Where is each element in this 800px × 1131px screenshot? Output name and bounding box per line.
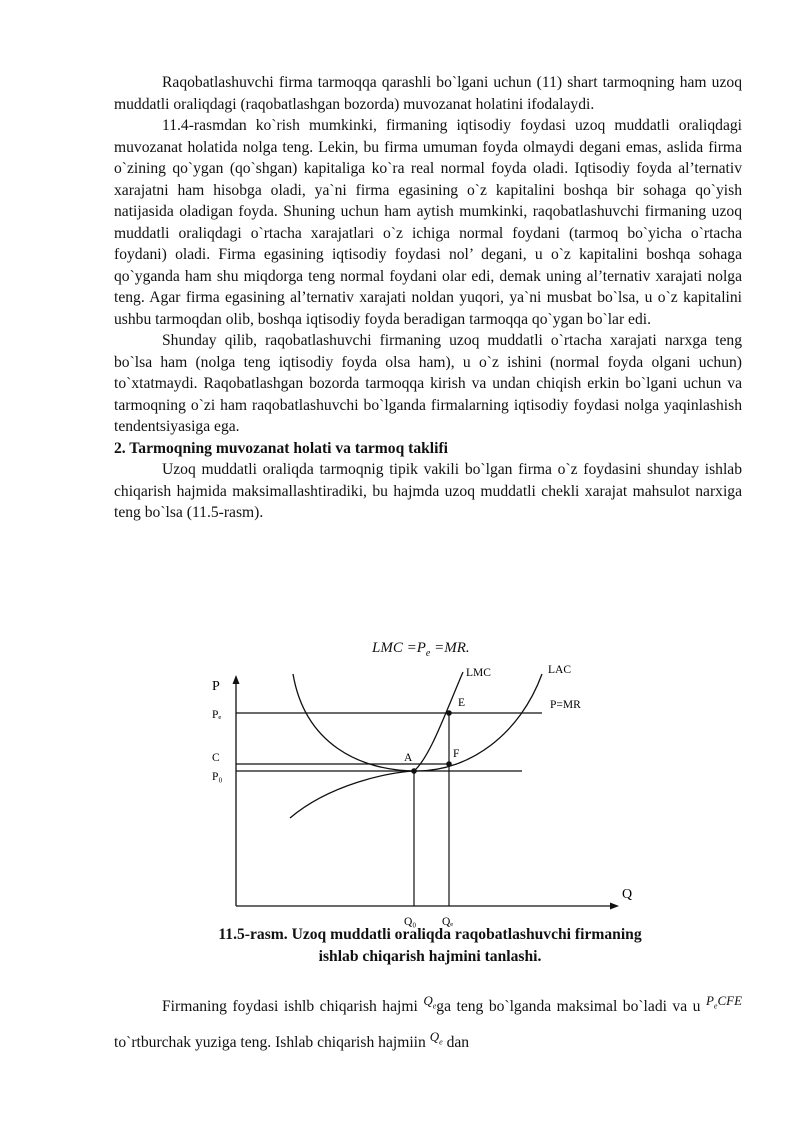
x-axis-label: Q [622, 887, 633, 902]
bottom-part-3: to`rtburchak yuziga teng. Ishlab chiqarish hajmiin [114, 1033, 426, 1051]
c-label: C [212, 752, 220, 764]
q0-label: Q₀ [404, 916, 417, 928]
pe-label: Pₑ [212, 709, 222, 721]
lac-label: LAC [548, 664, 571, 676]
section-heading: 2. Tarmoqning muvozanat holati va tarmoq taklifi [114, 439, 449, 457]
p0-label: P₀ [212, 771, 223, 783]
figure-11-5 [0, 634, 800, 934]
var-pecfe: PeCFE [705, 993, 743, 1011]
formula-sub: e [425, 648, 431, 659]
paragraph-1: Raqobatlashuvchi firma tarmoqqa qarashli bo`lgani uchun (11) shart tarmoqning ham uzoq muddatli oraliqdagi (raqobatlashgan bozorda) muvozanat holatini ifodalaydi. [114, 74, 742, 113]
formula-left: LMC =P [372, 640, 426, 656]
price-line-label: P=MR [550, 699, 581, 711]
y-axis-label: P [212, 679, 220, 694]
caption-line-1: 11.5-rasm. Uzoq muddatli oraliqda raqobatlashuvchi firmaning [218, 926, 642, 943]
y-axis-arrow [233, 675, 240, 684]
paragraph-2: 11.4-rasmdan ko`rish mumkinki, firmaning iqtisodiy foydasi uzoq muddatli oraliqdagi muvozanat holatida nolga teng. Lekin, bu firma umuman foyda olmaydi degani emas, aslida firma o`zining qo`ygan (qo`shgan) kapitaliga ko`ra real normal foyda oladi. Iqtisodiy foyda al’ternativ xarajatni ham hisobga oladi, ya`ni firma egasining o`z kapitalini boshqa bir sohaga qo`yish natijasida oladigan foyda. Shuning uchun ham aytish mumkinki, raqobatlashuvchi firmaning uzoq muddatli oraliqdagi o`rtacha xarajatlari o`z ichiga normal foydani (tarmoq bo`yicha o`rtacha foydani) oladi. Firma egasining iqtisodiy foydasi nol’ degani, u o`z kapitalini boshqa sohaga qo`yganda ham shu miqdorga teng normal foydani olar edi, demak uning al’ternativ xarajati nolga teng. Agar firma egasining al’ternativ xarajati noldan yuqori, ya`ni musbat bo`lsa, u o`z kapitalini ushbu tarmoqdan olib, boshqa iqtisodiy foyda beradigan tarmoqqa qo`ygan bo`lar edi. [114, 117, 742, 328]
bottom-part-2: ga teng bo`lganda maksimal bo`ladi va u [436, 998, 701, 1015]
lac-curve [293, 674, 542, 771]
cost-curves-diagram [0, 634, 800, 934]
lmc-curve [290, 672, 466, 818]
lmc-label: LMC [466, 667, 491, 679]
formula-right: =MR. [430, 640, 470, 656]
point-a-dot [411, 768, 417, 774]
x-axis-arrow [610, 903, 619, 910]
section-paragraph: Uzoq muddatli oraliqda tarmoqnig tipik vakili bo`lgan firma o`z foydasini shunday ishlab chiqarish hajmida maksimallashtiradiki, bu hajmda uzoq muddatli chekli xarajat mahsulot narxiga teng bo`lsa (11.5-rasm). [114, 461, 742, 521]
point-e-dot [446, 710, 452, 716]
qe-label: Qₑ [442, 916, 454, 928]
var-qe-1: Qe [423, 993, 437, 1011]
point-a-label: A [404, 752, 413, 764]
point-f-dot [446, 761, 452, 767]
paragraph-3: Shunday qilib, raqobatlashuvchi firmaning uzoq muddatli o`rtacha xarajati narxga teng bo`lsa ham (nolga teng iqtisodiy foyda olsa ham), u o`z ishini (normal foyda olgani uchun) to`xtatmaydi. Raqobatlashgan bozorda tarmoqqa kirish va undan chiqish erkin bo`lgani uchun va tarmoqning o`zi ham raqobatlashuvchi bo`lganda firmalarning iqtisodiy foydasi nolga yaqinlashish tendentsiyasiga ega. [114, 332, 742, 435]
var-qe-2: Qe [429, 1028, 443, 1047]
caption-line-2: ishlab chiqarish hajmini tanlashi. [318, 948, 542, 965]
figure-caption [150, 924, 710, 968]
point-e-label: E [458, 697, 466, 709]
bottom-part-1: Firmaning foydasi ishlb chiqarish hajmi [162, 998, 418, 1015]
bottom-part-4: dan [446, 1033, 470, 1051]
point-f-label: F [453, 748, 460, 760]
body-text [114, 72, 742, 524]
bottom-paragraph [114, 992, 742, 1063]
